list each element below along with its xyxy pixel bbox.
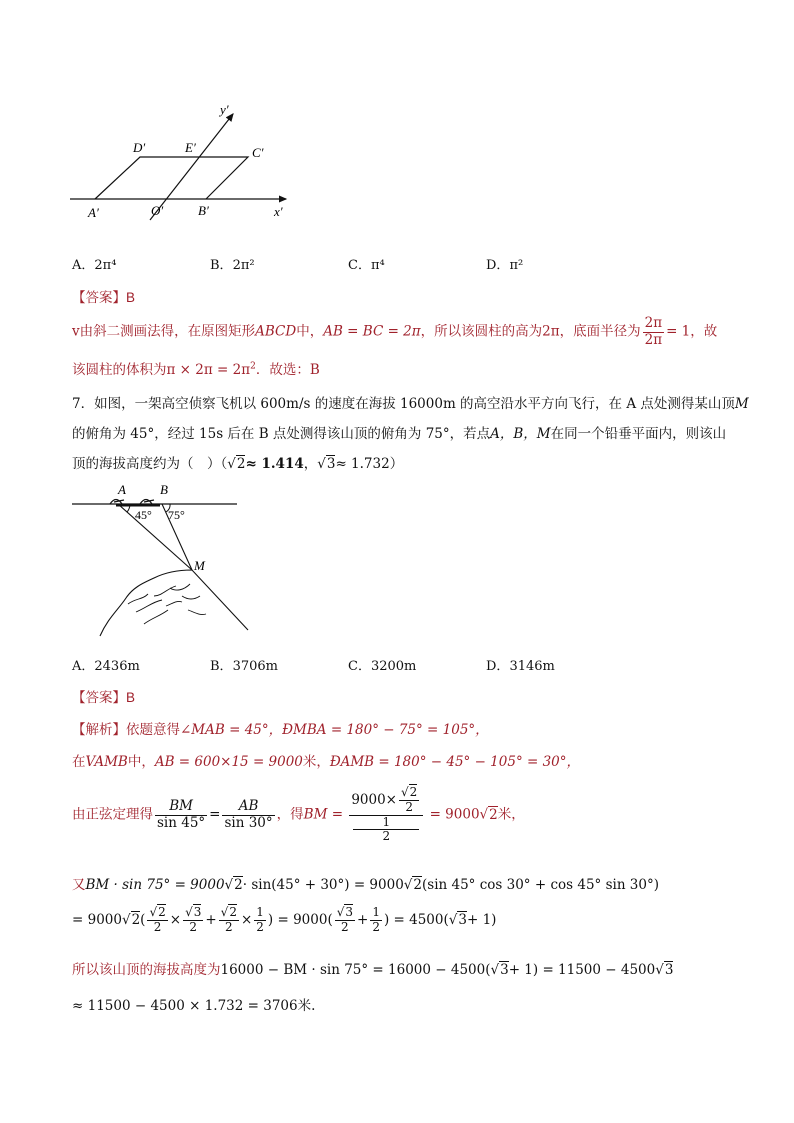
q6-choice-b: B．2π² bbox=[210, 258, 255, 273]
label-b-point: B bbox=[160, 482, 168, 497]
oblique-figure bbox=[68, 100, 298, 225]
q7-answer: 【答案】B bbox=[72, 690, 136, 705]
plane-icon-b bbox=[140, 500, 154, 505]
q7-analysis-line2: 在VAMB中，AB = 600×15 = 9000米，ÐAMB = 180° − 45° − 105° = 30°， bbox=[72, 754, 581, 770]
label-x: x′ bbox=[274, 204, 283, 219]
label-c: C′ bbox=[252, 145, 264, 160]
label-a-point: A bbox=[118, 482, 126, 497]
angle-label-75: 75° bbox=[168, 508, 185, 522]
q6-choice-a: A．2π⁴ bbox=[72, 258, 117, 273]
q6-choice-d: D．π² bbox=[486, 258, 524, 273]
q7-analysis-line7: ≈ 11500 − 4500 × 1.732 = 3706米. bbox=[72, 998, 316, 1014]
q7-choice-d: D．3146m bbox=[486, 659, 555, 674]
q7-choice-a: A．2436m bbox=[72, 659, 140, 674]
q7-analysis-line1: 【解析】依题意得∠MAB = 45°，ÐMBA = 180° − 75° = 105°， bbox=[72, 722, 489, 738]
q7-analysis-line3: 由正弦定理得 $\frac{BM}{\sin 45^\circ}$ = $\frac{AB}{\sin 30^\circ}$ ，得BM = 9000× $\frac{√2}{2}$ 1 2 = 9000√2米， bbox=[72, 785, 525, 844]
q6-choice-c: C．π⁴ bbox=[348, 258, 385, 273]
plane-icon-a bbox=[110, 500, 124, 505]
q7-stem-line3: 顶的海拔高度约为（ ）（√2≈ 1.414，√3≈ 1.732） bbox=[72, 456, 404, 472]
mountain-figure bbox=[70, 478, 250, 643]
angle-label-45: 45° bbox=[135, 508, 152, 522]
label-y: y′ bbox=[220, 102, 229, 117]
q7-stem-line2: 的俯角为 45°，经过 15s 后在 B 点处测得该山顶的俯角为 75°，若点A，B，M在同一个铅垂平面内，则该山 bbox=[72, 426, 727, 442]
mountain-hatching bbox=[128, 584, 206, 624]
q6-explanation-line1: v由斜二测画法得，在原图矩形ABCD中，AB = BC = 2π，所以该圆柱的高为2π，底面半径为 $\frac{2\pi}{2\pi}$ = 1，故 bbox=[72, 315, 718, 348]
q7-choice-b: B．3706m bbox=[210, 659, 278, 674]
label-b: B′ bbox=[198, 203, 209, 218]
q7-analysis-line5: = 9000√2( $\frac{√2}{2}$ × $\frac{√3}{2}$ + $\frac{√2}{2}$ × $\frac{1}{2}$ ) = 9000( $\frac{√3}{2}$ + $\frac{1}{2}$ ) = 4500(√3+ 1) bbox=[72, 905, 497, 934]
q6-explanation-line2: 该圆柱的体积为$\pi \times 2\pi = 2\pi^2$．故选：B bbox=[72, 361, 320, 378]
label-m-point: M bbox=[194, 558, 205, 573]
q7-analysis-line4: 又BM · sin 75° = 9000√2· sin(45° + 30°) = 9000√2(sin 45° cos 30° + cos 45° sin 30°) bbox=[72, 877, 660, 893]
q7-choice-c: C．3200m bbox=[348, 659, 417, 674]
label-o: O′ bbox=[151, 203, 164, 218]
label-e: E′ bbox=[185, 140, 196, 155]
q7-analysis-line6: 所以该山顶的海拔高度为16000 − BM · sin 75° = 16000 − 4500(√3+ 1) = 11500 − 4500√3 bbox=[72, 962, 674, 978]
q7-stem-line1: 7．如图，一架高空侦察飞机以 600m/s 的速度在海拔 16000m 的高空沿水平方向飞行，在 A 点处测得某山顶M bbox=[72, 396, 749, 412]
q6-answer: 【答案】B bbox=[72, 290, 136, 305]
label-a: A′ bbox=[88, 205, 99, 220]
label-d: D′ bbox=[133, 140, 146, 155]
